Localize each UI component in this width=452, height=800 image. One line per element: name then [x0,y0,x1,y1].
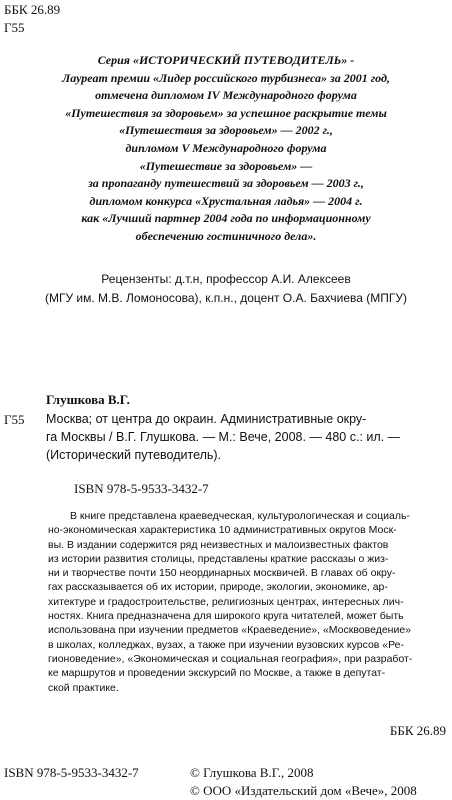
biblio-line: га Москвы / В.Г. Глушкова. — М.: Вече, 2008. — 480 с.: ил. — [46,430,401,444]
annotation-line: из истории развития столицы, представлены краткие рассказы о жиз- [48,552,389,565]
series-line: Серия «ИСТОРИЧЕСКИЙ ПУТЕВОДИТЕЛЬ» - [97,53,355,67]
reviewers [0,270,452,308]
annotation-line: ностях. Книга предназначена для широкого круга читателей, может быть [48,610,404,623]
entry-author: Глушкова В.Г. [46,392,130,407]
copyright-author: © Глушкова В.Г., 2008 [190,765,314,780]
annotation-line: в школах, колледжах, вузах, а также при изучении вузовских курсов «Ре- [48,638,404,651]
copyright-publisher: © ООО «Издательский дом «Вече», 2008 [190,783,417,798]
annotation-line: гах рассказывается об их истории, природе, экологии, экономике, ар- [48,581,388,594]
series-line: за пропаганду путешествий за здоровьем — 2003 г., [88,176,364,191]
series-line: как «Лучший партнер 2004 года по информационному [81,211,371,226]
bbk-header: ББК 26.89 [4,2,61,17]
series-line: отмечена дипломом IV Международного форума [95,88,357,103]
annotation-line: ни и творчестве почти 150 неординарных москвичей. В главах об окру- [48,567,396,580]
entry-code: Г55 [4,412,25,427]
series-line: «Путешествие за здоровьем» — [139,158,313,173]
reviewers-line: Рецензенты: д.т.н, профессор А.И. Алексеев [101,272,351,286]
annotation-line: использована при изучении предметов «Краеведение», «Москвоведение» [48,624,412,637]
author-code-header: Г55 [4,20,25,35]
series-line: «Путешествия за здоровьем» за успешное раскрытие темы [65,105,387,120]
bbk-footer: ББК 26.89 [389,723,446,738]
series-line: дипломом конкурса «Хрустальная ладья» — 2004 г. [89,193,363,208]
series-info [0,52,452,246]
bibliographic-description [46,410,450,464]
annotation-line: но-экономическая характеристика 10 административных округов Моск- [48,524,397,537]
entry-isbn: ISBN 978-5-9533-3432-7 [74,481,209,496]
biblio-line: (Исторический путеводитель). [46,448,222,462]
biblio-line: Москва; от центра до окраин. Административные окру- [46,412,367,426]
series-line: дипломом V Международного форума [125,140,327,155]
annotation-line: гионоведение», «Экономическая и социальная география», при разработ- [48,652,413,665]
series-line: «Путешествия за здоровьем» — 2002 г., [119,123,333,138]
annotation-line: В книге представлена краеведческая, культурологическая и социаль- [70,510,410,522]
isbn-footer: ISBN 978-5-9533-3432-7 [4,765,139,780]
reviewers-line: (МГУ им. М.В. Ломоносова), к.п.н., доцент О.А. Бахчиева (МПГУ) [44,291,408,305]
series-line: Лауреат премии «Лидер российского турбизнеса» за 2001 год, [62,70,390,85]
annotation-line: хитектуре и градостроительстве, религиозных центрах, интересных лич- [48,595,404,608]
annotation-line: ской практике. [48,681,119,694]
annotation-line: ке маршрутов и проведении экскурсий по Москве, а также в депутат- [48,667,386,680]
series-line: обеспечению гостиничного дела». [135,228,317,243]
annotation-line: вы. В издании содержится ряд неизвестных и малоизвестных фактов [48,538,389,551]
annotation [48,509,450,695]
